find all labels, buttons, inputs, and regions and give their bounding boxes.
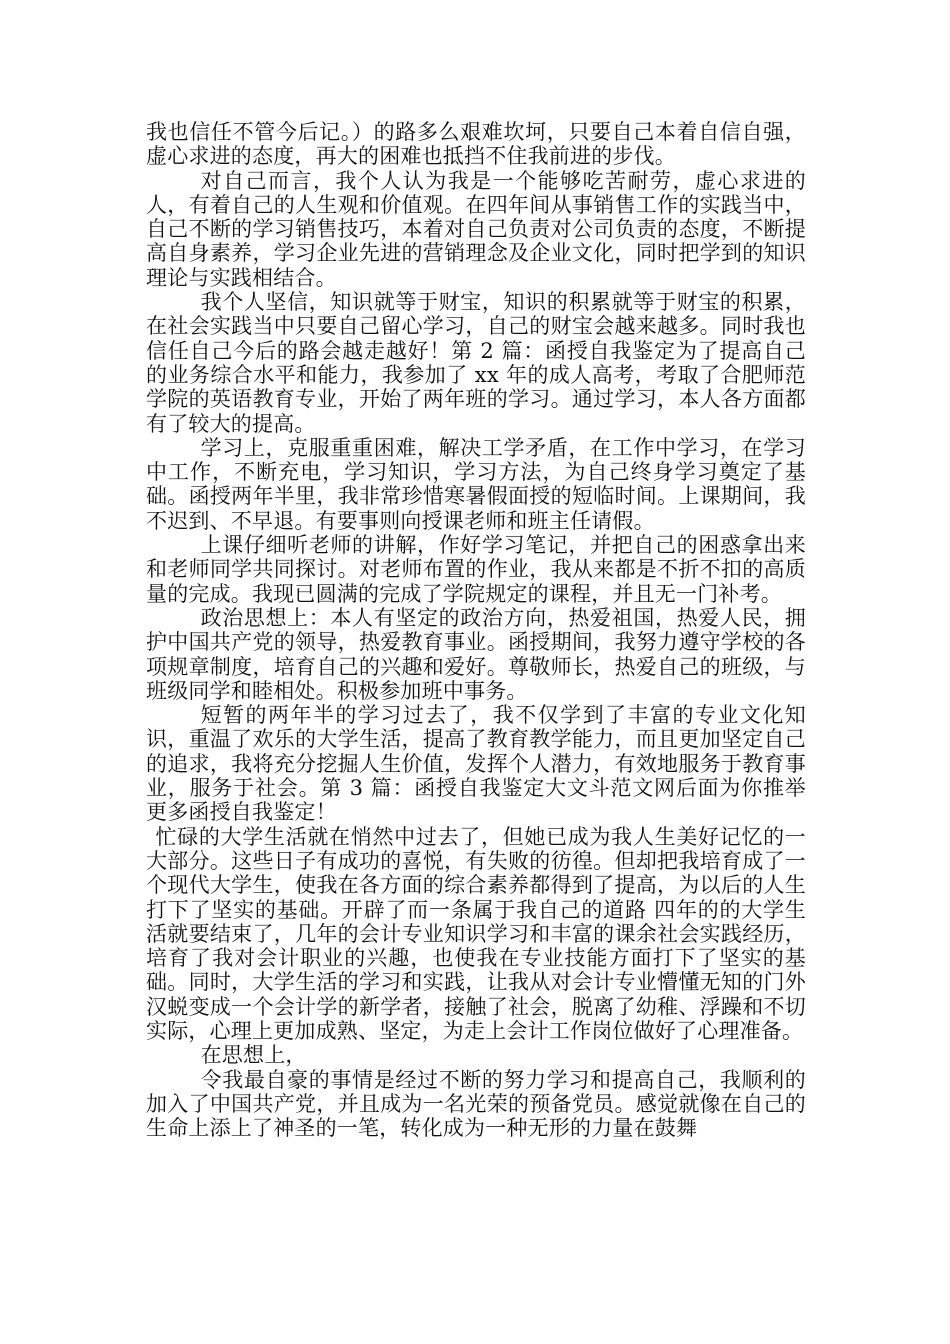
paragraph-8: 忙碌的大学生活就在悄然中过去了，但她已成为我人生美好记忆的一大部分。这些日子有成功的喜悦，有失败的彷徨。但却把我培育成了一个现代大学生，使我在各方面的综合素养都得到了提高，为以后的人生打下了坚实的基础。开辟了而一条属于我自己的道路 四年的的大学生活就要结束了，几年的会计专业知识学习和丰富的课余社会实践经历，培育了我对会计职业的兴趣，也使我在专业技能方面打下了坚实的基础。同时，大学生活的学习和实践，让我从对会计专业懵懂无知的门外汉蜕变成一个会计学的新学者，接触了社会，脱离了幼稚、浮躁和不切实际，心理上更加成熟、坚定，为走上会计工作岗位做好了心理准备。	[146, 824, 806, 1043]
paragraph-3: 我个人坚信，知识就等于财宝，知识的积累就等于财宝的积累，在社会实践当中只要自己留心学习，自己的财宝会越来越多。同时我也信任自己今后的路会越走越好！第 2 篇：函授自我鉴定为了提高自己的业务综合水平和能力，我参加了 xx 年的成人高考，考取了合肥师范学院的英语教育专业，开始了两年班的学习。通过学习，本人各方面都有了较大的提高。	[146, 290, 806, 436]
paragraph-1: 我也信任不管今后记。）的路多么艰难坎坷，只要自己本着自信自强，虚心求进的态度，再大的困难也抵挡不住我前进的步伐。	[146, 120, 806, 169]
paragraph-7: 短暂的两年半的学习过去了，我不仅学到了丰富的专业文化知识，重温了欢乐的大学生活，提高了教育教学能力，而且更加坚定自己的追求，我将充分挖掘人生价值，发挥个人潜力，有效地服务于教育事业，服务于社会。第 3 篇：函授自我鉴定大文斗范文网后面为你推举更多函授自我鉴定！	[146, 703, 806, 825]
paragraph-4: 学习上，克服重重困难，解决工学矛盾，在工作中学习，在学习中工作，不断充电，学习知识，学习方法，为自己终身学习奠定了基础。函授两年半里，我非常珍惜寒暑假面授的短临时间。上课期间，我不迟到、不早退。有要事则向授课老师和班主任请假。	[146, 435, 806, 533]
paragraph-10: 令我最自豪的事情是经过不断的努力学习和提高自己，我顺利的加入了中国共产党，并且成为一名光荣的预备党员。感觉就像在自己的生命上添上了神圣的一笔，转化成为一种无形的力量在鼓舞	[146, 1067, 806, 1141]
paragraph-5: 上课仔细听老师的讲解，作好学习笔记，并把自己的困惑拿出来和老师同学共同探讨。对老师布置的作业，我从来都是不折不扣的高质量的完成。我现已圆满的完成了学院规定的课程，并且无一门补考。	[146, 533, 806, 606]
paragraph-2: 对自己而言，我个人认为我是一个能够吃苦耐劳，虚心求进的人，有着自己的人生观和价值观。在四年间从事销售工作的实践当中，自己不断的学习销售技巧，本着对自己负责对公司负责的态度，不断提高自身素养，学习企业先进的营销理念及企业文化，同时把学到的知识理论与实践相结合。	[146, 168, 806, 290]
paragraph-9: 在思想上，	[200, 1043, 307, 1068]
paragraph-6: 政治思想上：本人有坚定的政治方向，热爱祖国，热爱人民，拥护中国共产党的领导，热爱教育事业。函授期间，我努力遵守学校的各项规章制度，培育自己的兴趣和爱好。尊敬师长，热爱自己的班级，与班级同学和睦相处。积极参加班中事务。	[146, 605, 806, 703]
document-page	[146, 120, 806, 1140]
